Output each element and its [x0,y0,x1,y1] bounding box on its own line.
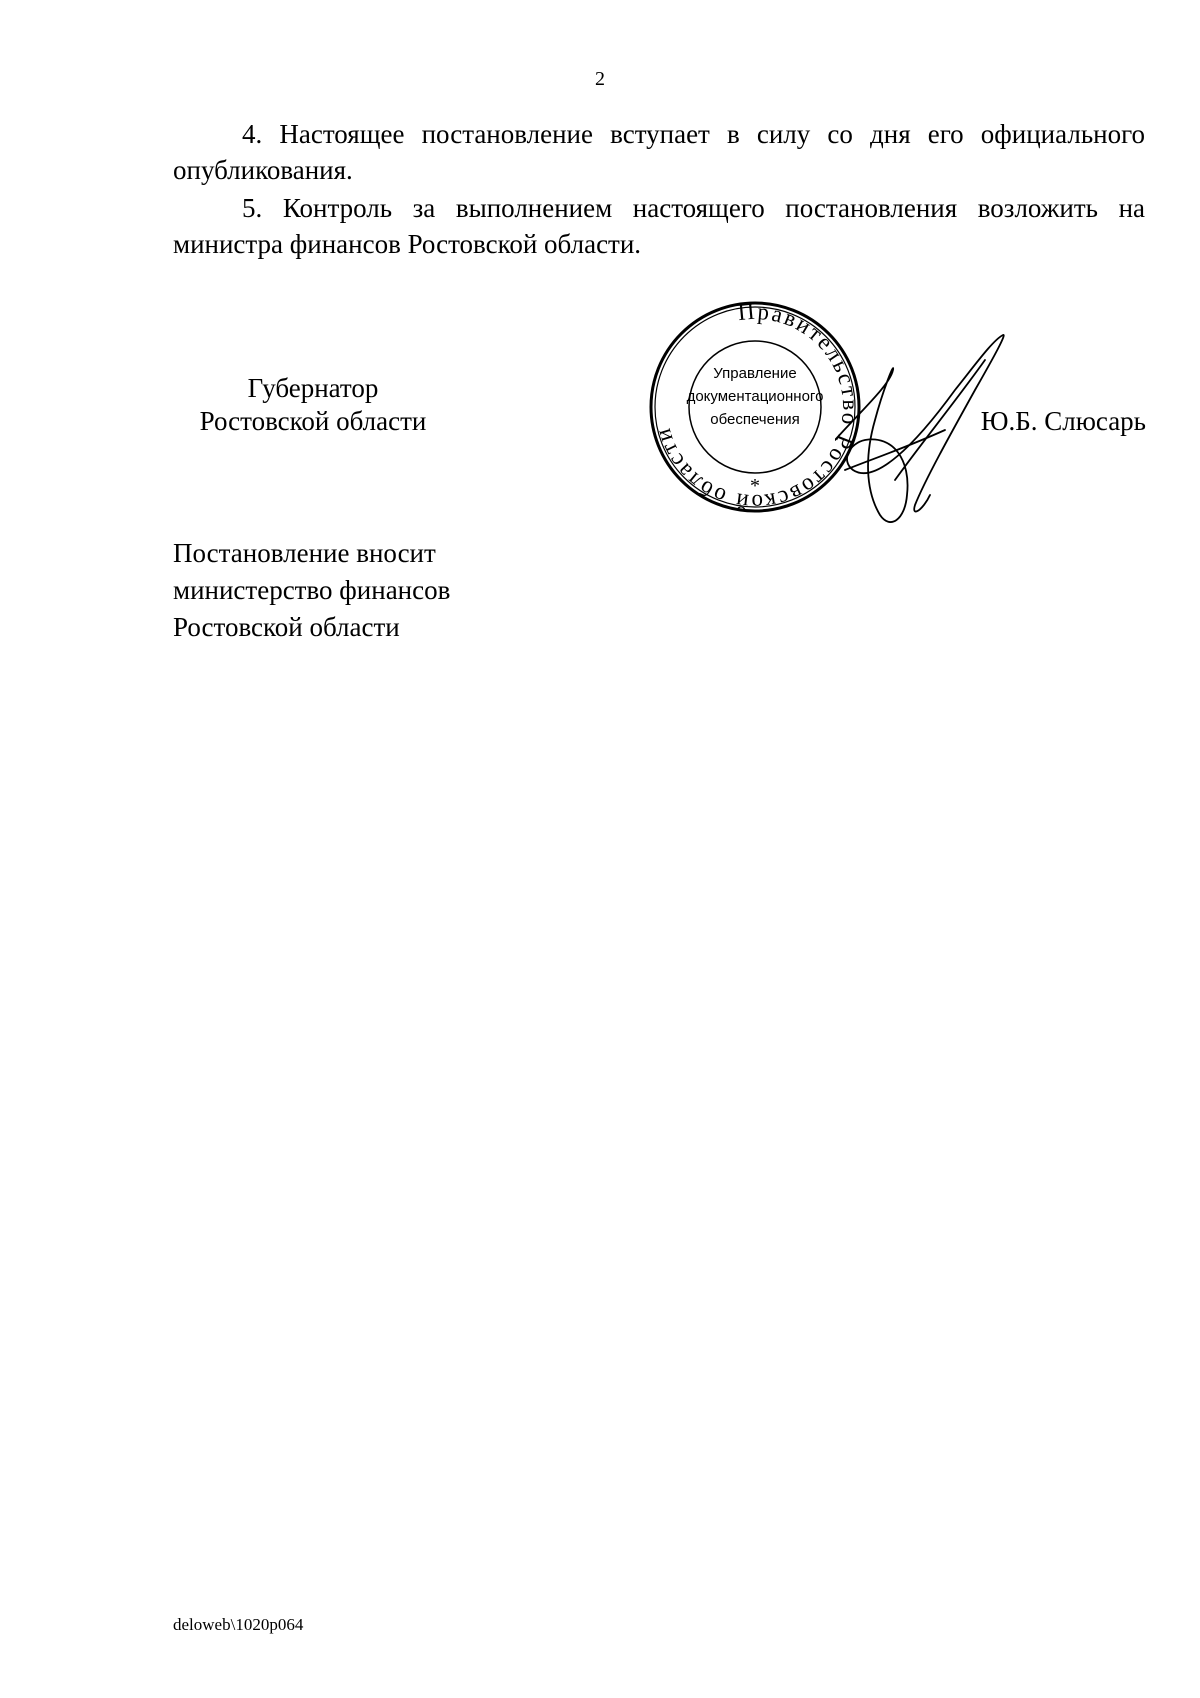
seal-star: * [750,475,760,497]
seal-inner-line3: обеспечения [710,411,800,428]
official-seal [648,300,862,514]
seal-inner-text [648,362,862,431]
signatory-title-line1: Губернатор [247,373,379,403]
seal-inner-line2: документационного [686,388,824,405]
seal-outer-text: Правительство Ростовской области [650,300,862,514]
seal-inner-line1: Управление [713,365,797,382]
paragraph-4: 4. Настоящее постановление вступает в силу со дня его официального опубликования. [173,119,1145,185]
signatory-title [173,372,453,438]
file-reference: deloweb\1020p064 [173,1615,304,1634]
signatory-name: Ю.Б. Слюсарь [980,406,1146,436]
submitted-by-note [173,535,593,646]
paragraph-5: 5. Контроль за выполнением настоящего постановления возложить на министра финансов Ростовской области. [173,193,1145,259]
page-number: 2 [595,68,605,90]
signatory-title-line2: Ростовской области [199,406,427,436]
submitted-by-line2: министерство финансов [173,575,451,605]
submitted-by-line3: Ростовской области [173,612,400,642]
submitted-by-line1: Постановление вносит [173,538,436,568]
